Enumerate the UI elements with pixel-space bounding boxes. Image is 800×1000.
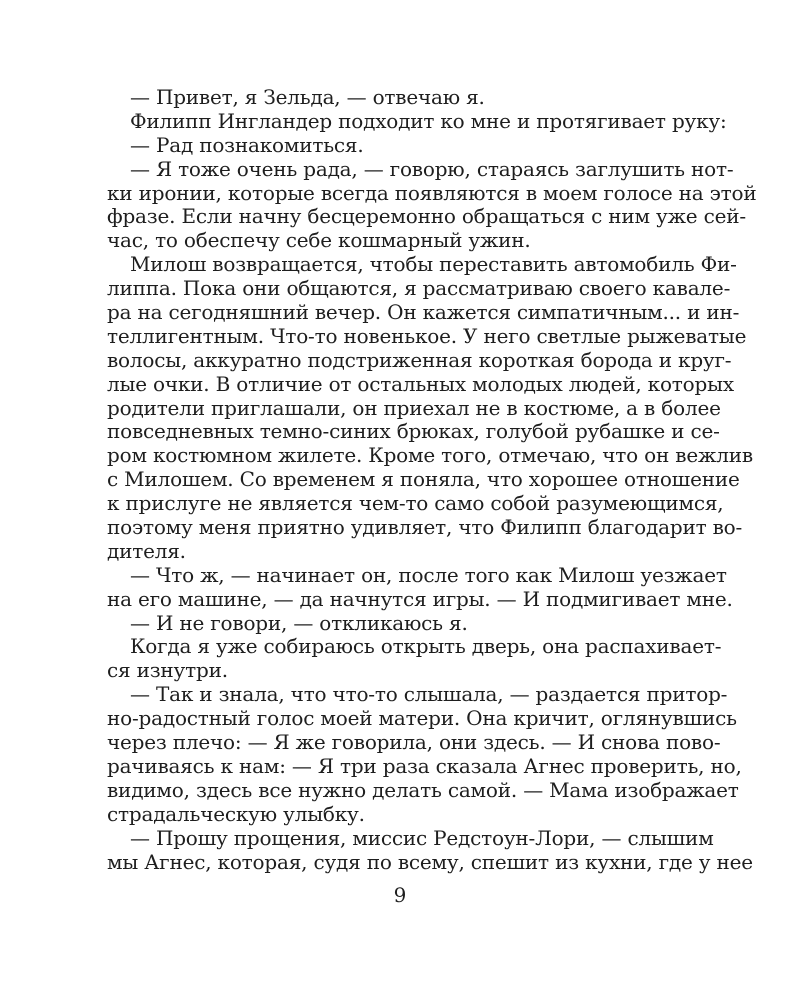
text-line: но-радостный голос моей матери. Она кричит, оглянувшись: [107, 706, 737, 731]
text-line: на его машине, — да начнутся игры. — И подмигивает мне.: [107, 586, 733, 611]
book-page-text: [107, 85, 757, 874]
text-line: — Привет, я Зельда, — отвечаю я.: [130, 85, 485, 109]
text-line: — И не говори, — откликаюсь я.: [130, 610, 468, 635]
text-line: родители приглашали, он приехал не в костюме, а в более: [107, 395, 721, 420]
text-line: — Прошу прощения, миссис Редстоун-Лори, — слышим: [130, 825, 714, 850]
text-line: повседневных темно-синих брюках, голубой рубашке и се-: [107, 419, 720, 444]
page-number: 9: [393, 883, 407, 907]
text-line: рачиваясь к нам: — Я три раза сказала Агнес проверить, но,: [107, 753, 742, 778]
text-line: с Милошем. Со временем я поняла, что хорошее отношение: [107, 467, 740, 492]
text-line: — Я тоже очень рада, — говорю, стараясь заглушить нот-: [130, 156, 734, 181]
text-line: — Что ж, — начинает он, после того как Милош уезжает: [130, 562, 727, 587]
text-line: — Рад познакомиться.: [130, 132, 364, 157]
text-line: мы Агнес, которая, судя по всему, спешит из кухни, где у нее: [107, 849, 753, 874]
text-line: поэтому меня приятно удивляет, что Филипп благодарит во-: [107, 515, 743, 540]
text-line: лые очки. В отличие от остальных молодых людей, которых: [107, 371, 734, 396]
text-line: Милош возвращается, чтобы переставить автомобиль Фи-: [130, 252, 737, 277]
text-line: волосы, аккуратно подстриженная короткая борода и круг-: [107, 347, 732, 372]
text-line: видимо, здесь все нужно делать самой. — Мама изображает: [107, 777, 739, 802]
text-line: ром костюмном жилете. Кроме того, отмечаю, что он вежлив: [107, 443, 753, 468]
text-line: к прислуге не является чем-то само собой разумеющимся,: [107, 491, 724, 516]
text-line: дителя.: [107, 538, 186, 563]
text-line: фразе. Если начну бесцеремонно обращаться с ним уже сей-: [107, 204, 746, 229]
text-line: ра на сегодняшний вечер. Он кажется симпатичным... и ин-: [107, 300, 740, 325]
text-line: Когда я уже собираюсь открыть дверь, она распахивает-: [130, 634, 722, 659]
text-line: ки иронии, которые всегда появляются в моем голосе на этой: [107, 180, 757, 205]
text-line: страдальческую улыбку.: [107, 801, 365, 826]
text-line: через плечо: — Я же говорила, они здесь. — И снова пово-: [107, 730, 721, 755]
text-line: липпа. Пока они общаются, я рассматриваю своего кавале-: [107, 276, 731, 301]
text-line: час, то обеспечу себе кошмарный ужин.: [107, 228, 531, 253]
text-line: теллигентным. Что-то новенькое. У него светлые рыжеватые: [107, 323, 747, 348]
text-line: Филипп Ингландер подходит ко мне и протягивает руку:: [130, 108, 727, 133]
text-line: — Так и знала, что что-то слышала, — раздается притор-: [130, 682, 728, 707]
text-line: ся изнутри.: [107, 658, 228, 683]
